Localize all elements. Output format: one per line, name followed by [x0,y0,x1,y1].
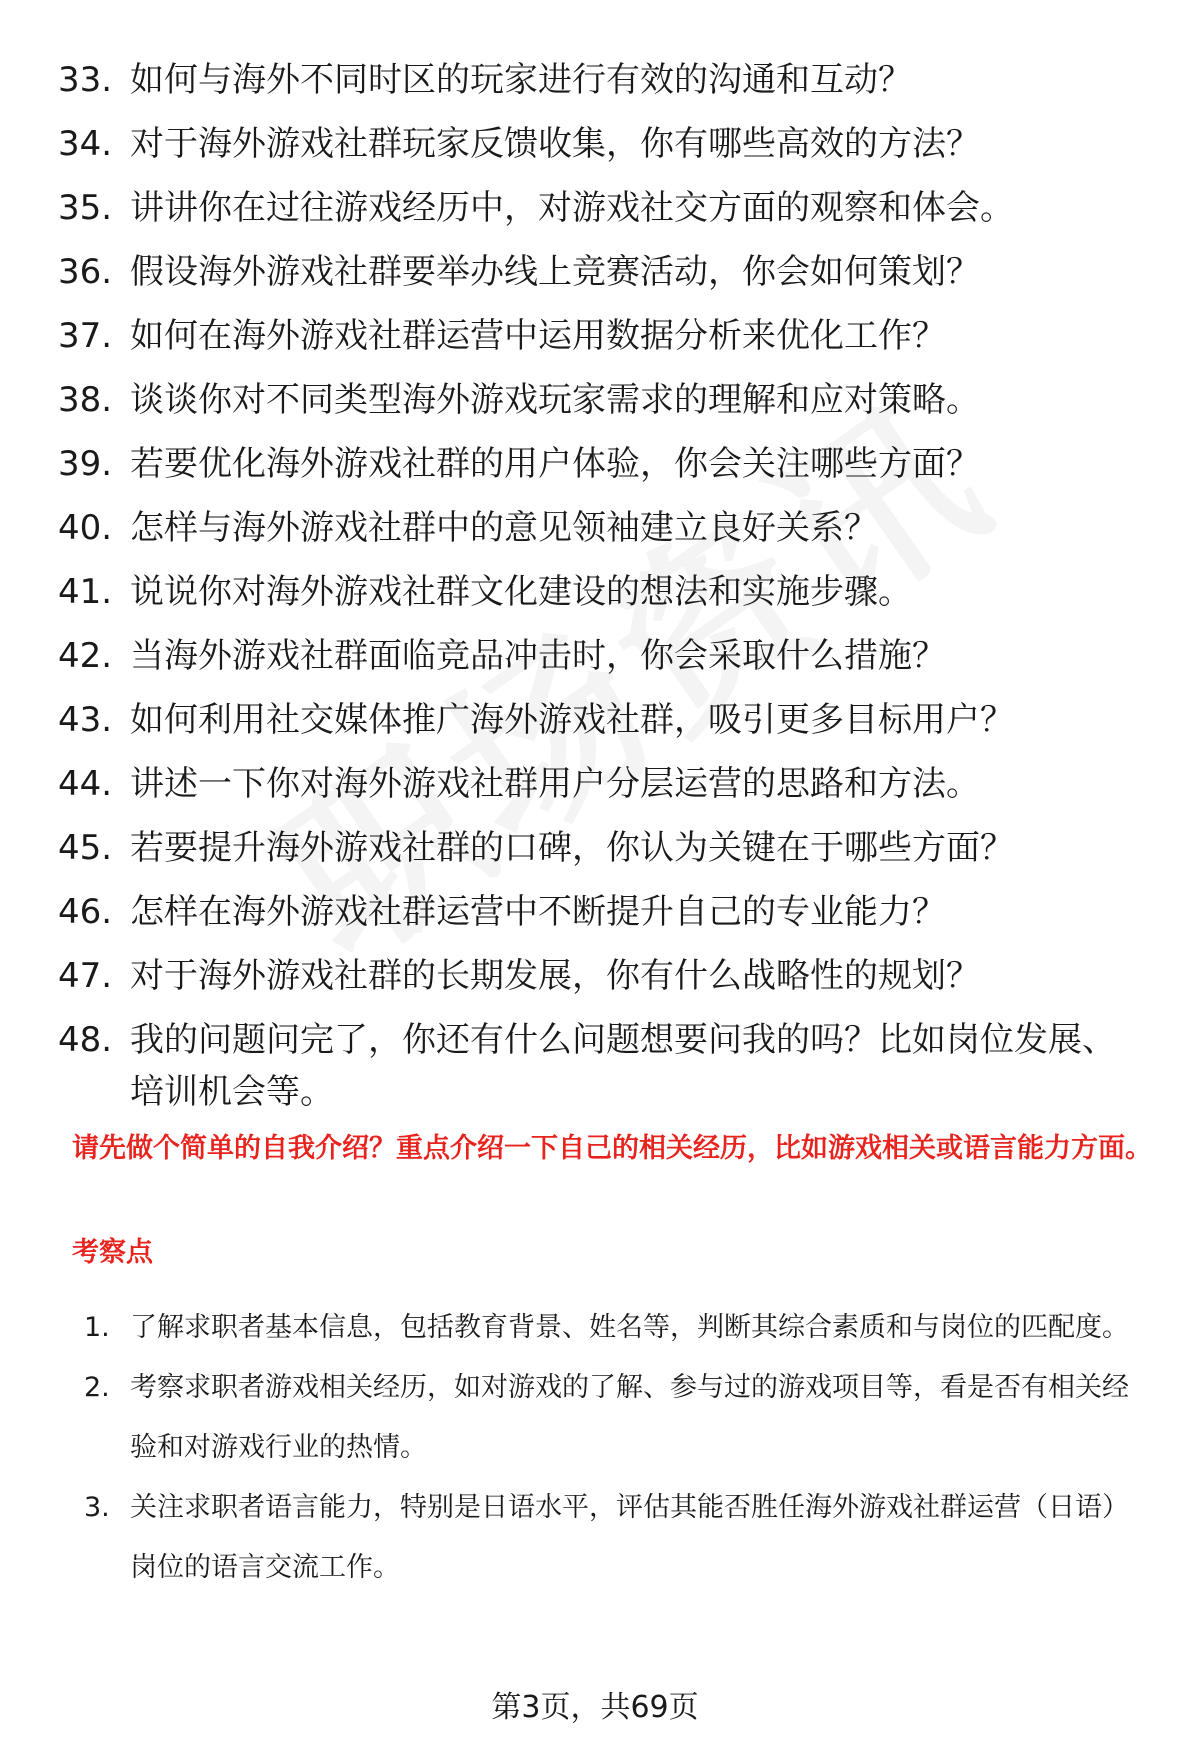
item-number: 37. [58,316,113,356]
item-text: 谈谈你对不同类型海外游戏玩家需求的理解和应对策略。 [130,380,980,420]
list-item [58,752,1138,816]
list-item [58,816,1138,880]
item-text: 若要优化海外游戏社群的用户体验，你会关注哪些方面？ [130,444,980,484]
list-item [58,496,1138,560]
list-item [84,1358,1144,1478]
item-text: 如何在海外游戏社群运营中运用数据分析来优化工作？ [130,316,946,356]
list-item [58,48,1138,112]
item-text: 讲讲你在过往游戏经历中，对游戏社交方面的观察和体会。 [130,188,1014,228]
item-text: 当海外游戏社群面临竞品冲击时，你会采取什么措施？ [130,636,946,676]
item-text: 对于海外游戏社群的长期发展，你有什么战略性的规划？ [130,956,980,996]
list-item [58,880,1138,944]
item-text: 考察求职者游戏相关经历，如对游戏的了解、参与过的游戏项目等，看是否有相关经验和对游戏行业的热情。 [130,1372,1129,1463]
list-item [58,176,1138,240]
item-number: 38. [58,380,113,420]
item-text: 关注求职者语言能力，特别是日语水平，评估其能否胜任海外游戏社群运营（日语）岗位的语言交流工作。 [130,1492,1129,1583]
item-number: 45. [58,828,113,868]
item-number: 44. [58,764,113,804]
item-text: 如何利用社交媒体推广海外游戏社群，吸引更多目标用户？ [130,700,1014,740]
item-number: 3. [84,1492,110,1523]
item-number: 35. [58,188,113,228]
item-number: 2. [84,1372,110,1403]
highlight-question: 请先做个简单的自我介绍？重点介绍一下自己的相关经历，比如游戏相关或语言能力方面。 [72,1133,1152,1164]
page-footer: 第3页，共69页 [491,1690,699,1725]
item-number: 1. [84,1312,110,1343]
item-text: 我的问题问完了，你还有什么问题想要问我的吗？比如岗位发展、培训机会等。 [130,1020,1116,1112]
item-text: 了解求职者基本信息，包括教育背景、姓名等，判断其综合素质和与岗位的匹配度。 [130,1312,1129,1343]
item-text: 怎样与海外游戏社群中的意见领袖建立良好关系？ [130,508,878,548]
question-list [58,48,1138,1118]
item-number: 42. [58,636,113,676]
item-number: 48. [58,1020,113,1060]
list-item [58,304,1138,368]
list-item [58,688,1138,752]
item-number: 47. [58,956,113,996]
item-number: 33. [58,60,113,100]
list-item [58,432,1138,496]
item-number: 34. [58,124,113,164]
item-text: 若要提升海外游戏社群的口碑，你认为关键在于哪些方面？ [130,828,1014,868]
list-item [58,624,1138,688]
item-number: 36. [58,252,113,292]
list-item [58,112,1138,176]
list-item [84,1298,1144,1358]
list-item [58,1008,1138,1118]
item-number: 41. [58,572,113,612]
item-number: 39. [58,444,113,484]
item-number: 43. [58,700,113,740]
item-text: 讲述一下你对海外游戏社群用户分层运营的思路和方法。 [130,764,980,804]
item-number: 46. [58,892,113,932]
assessment-points [84,1298,1144,1598]
list-item [58,368,1138,432]
item-text: 说说你对海外游戏社群文化建设的想法和实施步骤。 [130,572,912,612]
item-text: 如何与海外不同时区的玩家进行有效的沟通和互动？ [130,60,912,100]
list-item [58,240,1138,304]
list-item [58,944,1138,1008]
section-heading: 考察点 [72,1237,153,1268]
item-text: 假设海外游戏社群要举办线上竞赛活动，你会如何策划？ [130,252,980,292]
list-item [84,1478,1144,1598]
item-text: 怎样在海外游戏社群运营中不断提升自己的专业能力？ [130,892,946,932]
item-number: 40. [58,508,113,548]
list-item [58,560,1138,624]
item-text: 对于海外游戏社群玩家反馈收集，你有哪些高效的方法？ [130,124,980,164]
